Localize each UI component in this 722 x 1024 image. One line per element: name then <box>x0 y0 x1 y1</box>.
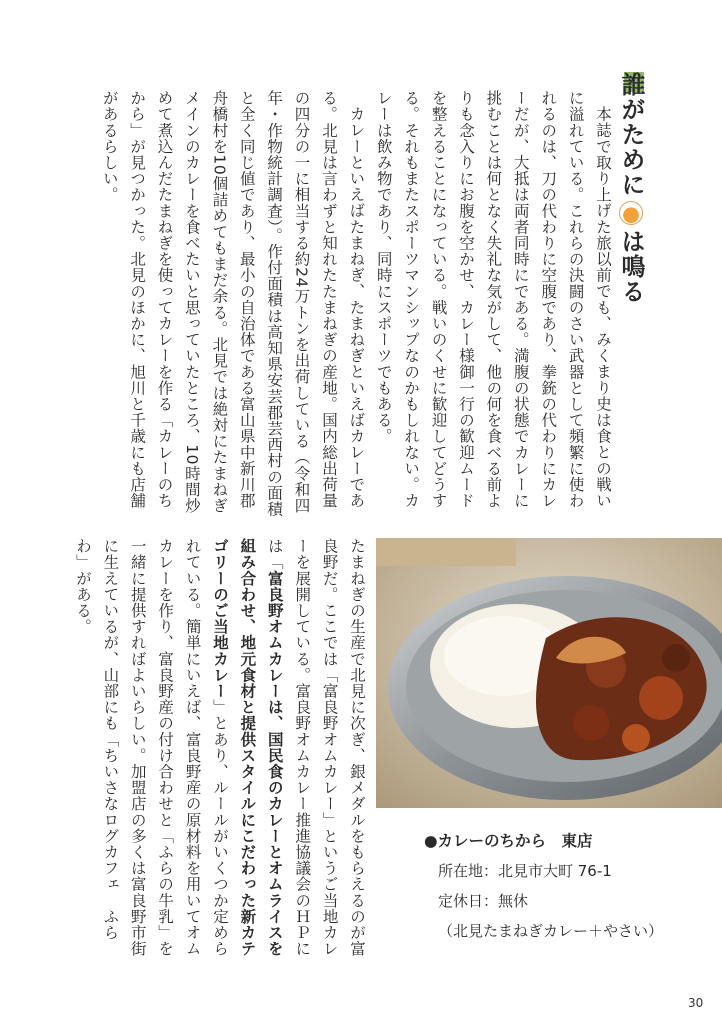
caption-holiday: 定休日：無休 <box>438 892 529 910</box>
curry-photo-illustration <box>376 538 722 808</box>
lower-quote: 富良野オムカレーは、国民食のカレーとオムライスを組み合わせ、地元食材と提供スタイルにこだわった新カテゴリーのご当地カレー <box>210 538 284 957</box>
section-title <box>616 72 646 304</box>
lower-intro: たまねぎの生産で北見に次ぎ、銀メダルをもらえるのが富良野だ。ここでは「富良野オムカレー」というご当地カレーを展開している。富良野オムカレー推進協議会のＨＰには「 <box>265 538 366 957</box>
caption-address: 所在地：北見市大町 76-1 <box>438 862 612 880</box>
page-number: 30 <box>688 996 704 1010</box>
section-title-part2: は鳴る <box>617 229 645 304</box>
caption-shop-name: ●カレーのちから 東店 <box>424 832 593 850</box>
lower-rest: 」とあり、ルールがいくつか定められている。簡単にいえば、富良野産の原材料を用いてオムカレーを作り、富良野産の付け合わせと「ふらの牛乳」を一緒に提供すればよいらしい。加盟店の多くは富良野市街に生えているが、山部にも「ちいさなログカフェ ふらわ」がある。 <box>73 538 229 957</box>
body-text-lower <box>69 538 370 958</box>
curry-photo <box>376 538 722 808</box>
paragraph-1: 本誌で取り上げた旅以前でも、みくまり史は食との戦いに溢れている。これらの決闘のさい武器として頻繁に使われるのは、刀の代わりに空腹であり、拳銃の代わりにカレーだが、大抵は両者同時にである。満腹の状態でカレーに挑むことは何となく失礼な気がして、他の何を食べる前よりも念入りにお腹を空かせ、カレー様御一行の歓迎ムードを整えることになっている。戦いのくせに歓迎してどうする。それもまたスポーツマンシップなのかもしれない。カレーは飲み物であり、同時にスポーツでもある。 <box>374 90 612 509</box>
caption-menu: （北見たまねぎカレー＋やさい） <box>438 922 664 940</box>
photo-caption <box>424 826 663 946</box>
body-text-upper <box>95 90 616 520</box>
curry-rice-icon <box>619 201 643 225</box>
paragraph-2: カレーといえばたまねぎ、たまねぎといえばカレーである。北見は言わずと知れたたまねぎの産地。国内総出荷量の四分の一に相当する約24万トンを出荷している（令和四年・作物統計調査）。作付面積は高知県安芸郡芸西村の面積と全く同じ値であり、最小の自治体である富山県中新川郡舟橋村を10個詰めてもまだ余る。北見では絶対にたまねぎメインのカレーを食べたいと思っていたところ、10時間炒めて煮込んだたまねぎを使ってカレーを作る「カレーのちから」が見つかった。北見のほかに、旭川と千歳にも店舗があるらしい。 <box>100 90 366 517</box>
section-title-part1: 誰がために <box>617 72 645 197</box>
